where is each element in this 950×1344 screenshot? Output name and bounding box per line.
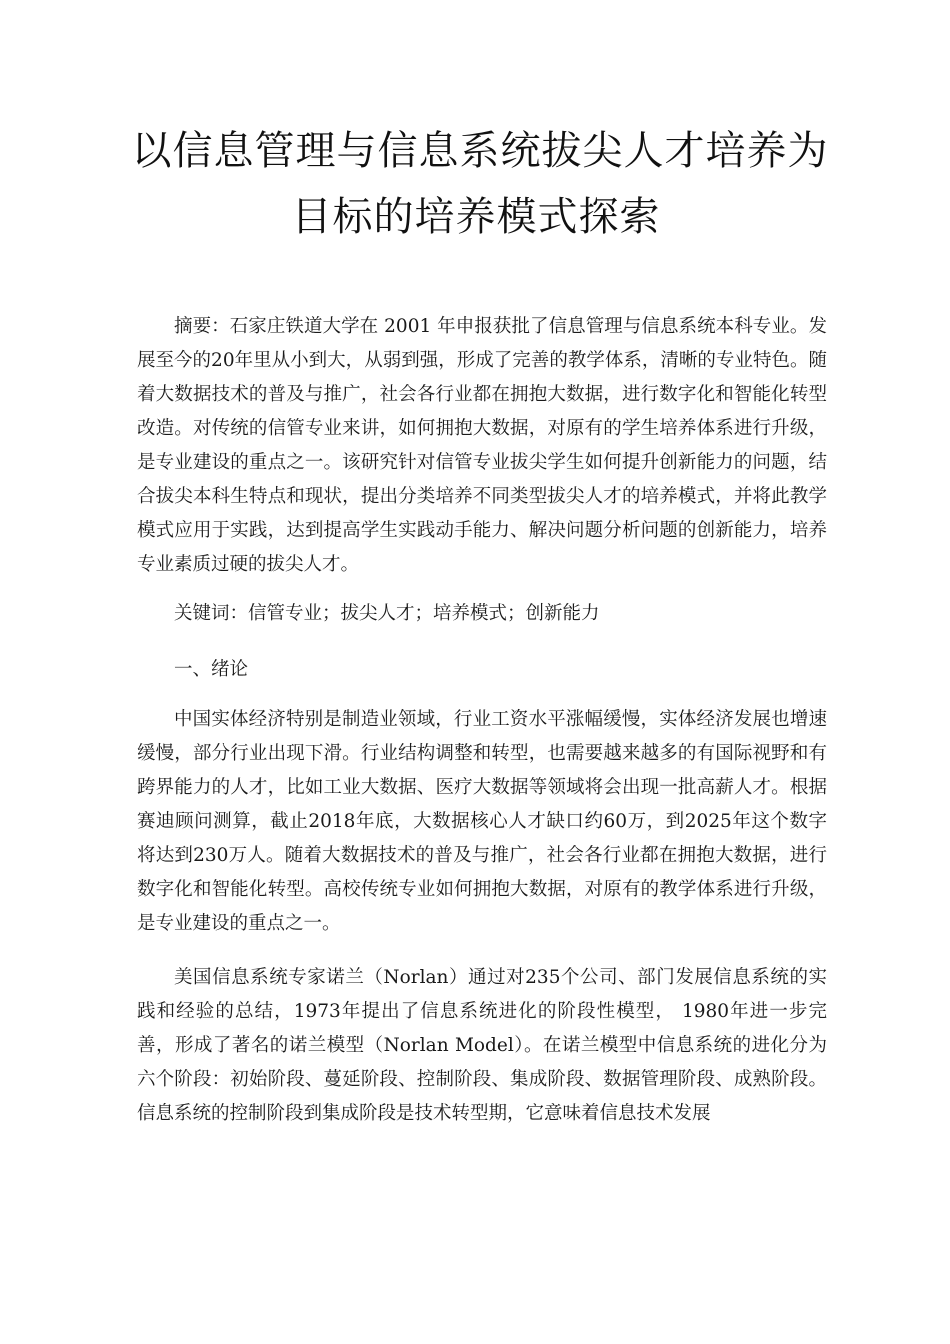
abstract-paragraph: 摘要：石家庄铁道大学在 2001 年申报获批了信息管理与信息系统本科专业。发展至今的20年里从小到大，从弱到强，形成了完善的教学体系，清晰的专业特色。随着大数据技术的普及与推广，社会各行业都在拥抱大数据，进行数字化和智能化转型改造。对传统的信管专业来讲，如何拥抱大数据，对原有的学生培养体系进行升级，是专业建设的重点之一。该研究针对信管专业拔尖学生如何提升创新能力的问题，结合拔尖本科生特点和现状，提出分类培养不同类型拔尖人才的培养模式，并将此教学模式应用于实践，达到提高学生实践动手能力、解决问题分析问题的创新能力，培养专业素质过硬的拔尖人才。 <box>137 316 827 575</box>
title-line-1: 以信息管理与信息系统拔尖人才培养为 <box>131 128 829 174</box>
document-title <box>0 118 950 250</box>
document-body <box>137 310 827 1131</box>
section-heading-introduction: 一、绪论 <box>174 659 249 680</box>
title-line-2: 目标的培养模式探索 <box>291 194 661 240</box>
body-paragraph: 中国实体经济特别是制造业领域，行业工资水平涨幅缓慢，实体经济发展也增速缓慢，部分行业出现下滑。行业结构调整和转型，也需要越来越多的有国际视野和有跨界能力的人才，比如工业大数据、医疗大数据等领域将会出现一批高薪人才。根据赛迪顾问测算，截止2018年底，大数据核心人才缺口约60万，到2025年这个数字将达到230万人。随着大数据技术的普及与推广，社会各行业都在拥抱大数据，进行数字化和智能化转型。高校传统专业如何拥抱大数据，对原有的教学体系进行升级，是专业建设的重点之一。 <box>137 709 827 934</box>
body-paragraph: 美国信息系统专家诺兰（Norlan）通过对235个公司、部门发展信息系统的实践和经验的总结，1973年提出了信息系统进化的阶段性模型， 1980年进一步完善，形成了著名的诺兰模型（Norlan Model）。在诺兰模型中信息系统的进化分为六个阶段：初始阶段、蔓延阶段、控制阶段、集成阶段、数据管理阶段、成熟阶段。信息系统的控制阶段到集成阶段是技术转型期，它意味着信息技术发展 <box>137 967 827 1124</box>
keywords-line: 关键词：信管专业；拔尖人才；培养模式；创新能力 <box>174 603 600 624</box>
